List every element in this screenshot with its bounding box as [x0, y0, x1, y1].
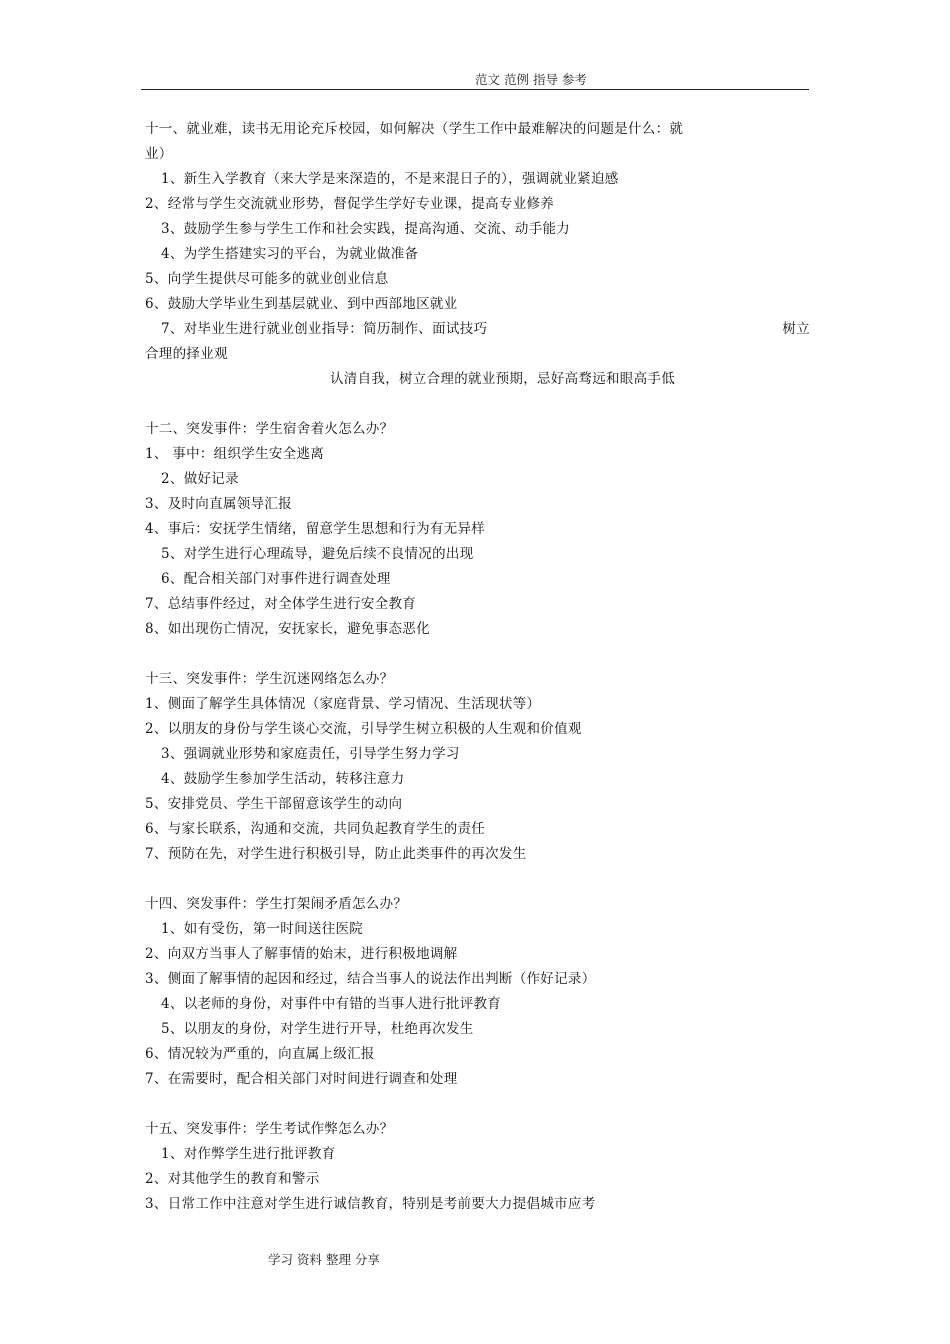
page-footer: 学习 资料 整理 分享 — [268, 1252, 380, 1267]
list-item: 2、以朋友的身份与学生谈心交流，引导学生树立积极的人生观和价值观 — [145, 721, 582, 737]
list-item: 4、事后：安抚学生情绪，留意学生思想和行为有无异样 — [145, 521, 486, 537]
section-title-cont: 业） — [145, 146, 173, 162]
list-item: 1、对作弊学生进行批评教育 — [161, 1146, 336, 1162]
list-item: 1、 事中：组织学生安全逃离 — [145, 446, 325, 462]
list-item: 6、鼓励大学毕业生到基层就业、到中西部地区就业 — [145, 296, 458, 312]
section-title: 十二、突发事件：学生宿舍着火怎么办？ — [145, 421, 394, 437]
list-item-text: 7、对毕业生进行就业创业指导：简历制作、面试技巧 — [161, 321, 488, 337]
list-item: 4、鼓励学生参加学生活动，转移注意力 — [161, 771, 405, 787]
document-body — [145, 117, 810, 1217]
list-item: 3、强调就业形势和家庭责任，引导学生努力学习 — [161, 746, 460, 762]
list-item: 2、对其他学生的教育和警示 — [145, 1171, 320, 1187]
spacer — [145, 392, 810, 417]
list-item: 5、对学生进行心理疏导，避免后续不良情况的出现 — [161, 546, 474, 562]
list-item: 6、情况较为严重的，向直属上级汇报 — [145, 1046, 375, 1062]
list-item: 2、向双方当事人了解事情的始末，进行积极地调解 — [145, 946, 458, 962]
section-12 — [145, 417, 810, 642]
list-item: 3、及时向直属领导汇报 — [145, 496, 292, 512]
section-13 — [145, 667, 810, 867]
spacer — [145, 867, 810, 892]
header-text: 范文 范例 指导 参考 — [475, 72, 587, 87]
list-item: 3、鼓励学生参与学生工作和社会实践，提高沟通、交流、动手能力 — [161, 221, 571, 237]
list-item — [145, 317, 810, 342]
page-header — [141, 70, 809, 90]
list-item: 1、新生入学教育（来大学是来深造的，不是来混日子的），强调就业紧迫感 — [161, 171, 619, 187]
section-title: 十五、突发事件：学生考试作弊怎么办？ — [145, 1121, 394, 1137]
list-item: 5、安排党员、学生干部留意该学生的动向 — [145, 796, 403, 812]
list-item: 3、日常工作中注意对学生进行诚信教育，特别是考前要大力提倡城市应考 — [145, 1196, 596, 1212]
list-item: 2、做好记录 — [161, 471, 239, 487]
list-item: 4、为学生搭建实习的平台，为就业做准备 — [161, 246, 419, 262]
list-item: 2、经常与学生交流就业形势，督促学生学好专业课，提高专业修养 — [145, 196, 555, 212]
spacer — [145, 642, 810, 667]
section-11 — [145, 117, 810, 392]
section-title: 十四、突发事件：学生打架闹矛盾怎么办？ — [145, 896, 408, 912]
list-item: 1、侧面了解学生具体情况（家庭背景、学习情况、生活现状等） — [145, 696, 541, 712]
spacer — [145, 1092, 810, 1117]
list-item: 1、如有受伤，第一时间送往医院 — [161, 921, 364, 937]
list-item-cont: 合理的择业观 — [145, 346, 228, 362]
list-item: 7、预防在先，对学生进行积极引导，防止此类事件的再次发生 — [145, 846, 527, 862]
section-title: 十一、就业难，读书无用论充斥校园，如何解决（学生工作中最难解决的问题是什么：就 — [145, 121, 684, 137]
list-item: 6、与家长联系，沟通和交流，共同负起教育学生的责任 — [145, 821, 486, 837]
section-14 — [145, 892, 810, 1092]
section-title: 十三、突发事件：学生沉迷网络怎么办？ — [145, 671, 394, 687]
list-item: 5、向学生提供尽可能多的就业创业信息 — [145, 271, 389, 287]
list-item: 5、以朋友的身份，对学生进行开导，杜绝再次发生 — [161, 1021, 474, 1037]
list-item: 7、总结事件经过，对全体学生进行安全教育 — [145, 596, 417, 612]
list-item: 6、配合相关部门对事件进行调查处理 — [161, 571, 391, 587]
section-15 — [145, 1117, 810, 1217]
list-item: 4、以老师的身份，对事件中有错的当事人进行批评教育 — [161, 996, 502, 1012]
list-item-text-right: 树立 — [782, 321, 810, 337]
list-item: 7、在需要时，配合相关部门对时间进行调查和处理 — [145, 1071, 458, 1087]
list-item: 3、侧面了解事情的起因和经过，结合当事人的说法作出判断（作好记录） — [145, 971, 596, 987]
list-item: 8、如出现伤亡情况，安抚家长，避免事态恶化 — [145, 621, 430, 637]
list-item-note: 认清自我，树立合理的就业预期，忌好高骛远和眼高手低 — [330, 371, 675, 387]
